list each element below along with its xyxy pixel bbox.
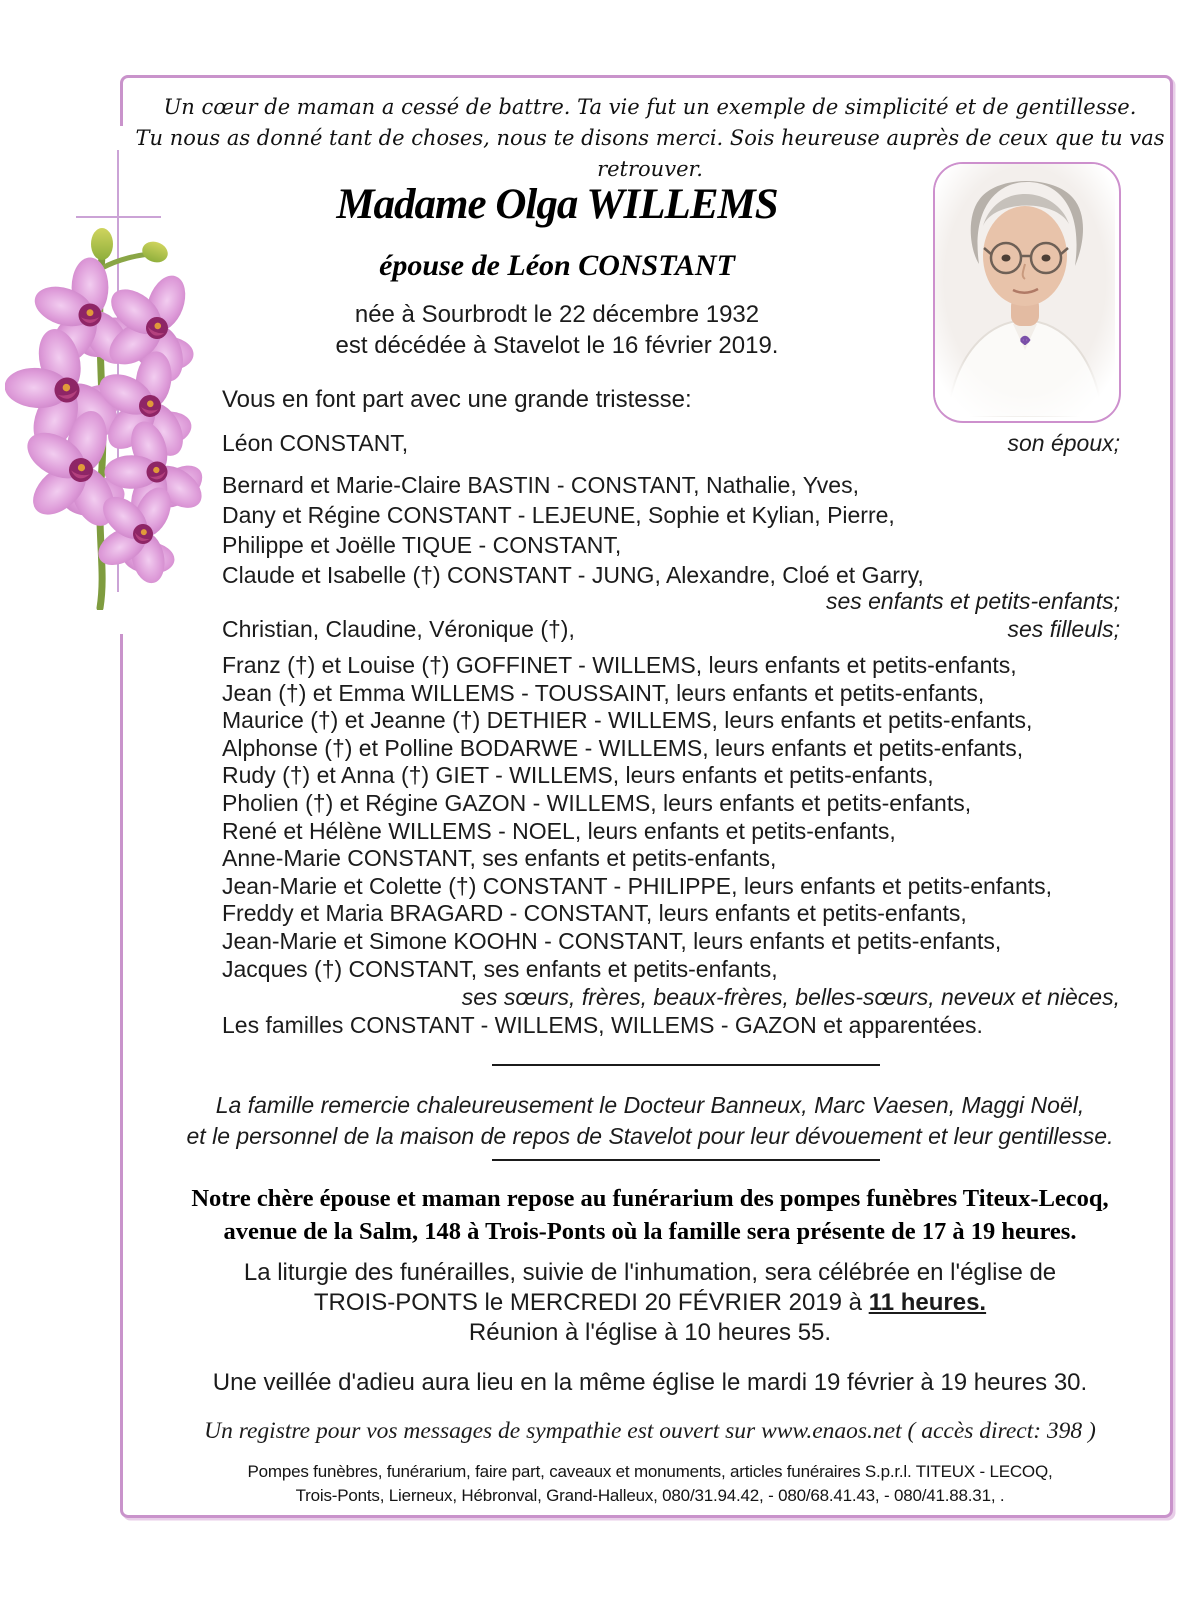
siblings-relation: ses sœurs, frères, beaux-frères, belles-sœurs, neveux et nièces, [461,984,1120,1010]
divider-line [492,1159,880,1161]
list-item: Freddy et Maria BRAGARD - CONSTANT, leurs enfants et petits-enfants, [222,900,967,927]
epigraph-line2: Tu nous as donné tant de choses, nous te disons merci. Sois heureuse auprès de ceux que tu vas retrouver. [135,126,1165,181]
liturgy-time: 11 heures. [868,1289,987,1316]
orchid-flower-image [5,218,207,610]
register-line: Un registre pour vos messages de sympathie est ouvert sur www.enaos.net ( accès direct: 398 ) [204,1418,1096,1444]
liturgy-date: TROIS-PONTS le MERCREDI 20 FÉVRIER 2019 à [313,1289,869,1316]
list-item: René et Hélène WILLEMS - NOEL, leurs enfants et petits-enfants, [222,817,896,844]
children-list [222,470,1120,590]
siblings-list [222,652,1120,983]
list-item: Franz (†) et Louise (†) GOFFINET - WILLEMS, leurs enfants et petits-enfants, [222,652,1017,678]
list-item: Jacques (†) CONSTANT, ses enfants et petits-enfants, [222,955,778,982]
repose-line2: avenue de la Salm, 148 à Trois-Ponts où la famille sera présente de 17 à 19 heures. [223,1218,1077,1245]
thanks-line2: et le personnel de la maison de repos de Stavelot pour leur dévouement et leur gentillesse. [186,1123,1114,1149]
elderly-woman-portrait [935,164,1115,417]
footer-line2: Trois-Ponts, Lierneux, Hébronval, Grand-Halleux, 080/31.94.42, - 080/68.41.43, - 080/41.88.31, . [295,1486,1005,1505]
list-item: Maurice (†) et Jeanne (†) DETHIER - WILLEMS, leurs enfants et petits-enfants, [222,707,1033,734]
list-item: Jean (†) et Emma WILLEMS - TOUSSAINT, leurs enfants et petits-enfants, [222,679,985,706]
list-item: Anne-Marie CONSTANT, ses enfants et petits-enfants, [222,845,777,872]
list-item: Alphonse (†) et Polline BODARWE - WILLEMS, leurs enfants et petits-enfants, [222,734,1024,761]
list-item: Dany et Régine CONSTANT - LEJEUNE, Sophie et Kylian, Pierre, [222,502,895,528]
list-item: Bernard et Marie-Claire BASTIN - CONSTANT, Nathalie, Yves, [222,472,859,498]
list-item: Philippe et Joëlle TIQUE - CONSTANT, [222,532,622,558]
spouse-row [222,430,1120,457]
portrait-photo [933,162,1121,423]
godchildren-relation: ses filleuls; [1007,616,1120,642]
families-line: Les familles CONSTANT - WILLEMS, WILLEMS - GAZON et apparentées. [222,1012,983,1038]
repose-paragraph [170,1182,1130,1248]
meeting-line: Réunion à l'église à 10 heures 55. [468,1319,832,1346]
death-line: est décédée à Stavelot le 16 février 2019. [335,332,779,359]
spouse-relation: son époux; [1007,430,1120,456]
announcement-intro: Vous en font part avec une grande tristesse: [222,386,692,413]
godchildren-names: Christian, Claudine, Véronique (†), [222,616,575,642]
list-item: Jean-Marie et Colette (†) CONSTANT - PHILIPPE, leurs enfants et petits-enfants, [222,872,1053,899]
divider-line [492,1064,880,1066]
footer-line1: Pompes funèbres, funérarium, faire part, caveaux et monuments, articles funéraires S.p.r.l. TITEUX - LECOQ, [247,1462,1053,1481]
list-item: Pholien (†) et Régine GAZON - WILLEMS, leurs enfants et petits-enfants, [222,789,972,816]
liturgy-line1: La liturgie des funérailles, suivie de l'inhumation, sera célébrée en l'église de [243,1259,1057,1286]
liturgy-line2 [170,1288,1130,1318]
spouse-names: Léon CONSTANT, [222,430,409,456]
funeral-home-footer [170,1460,1130,1508]
vigil-line: Une veillée d'adieu aura lieu en la même église le mardi 19 février à 19 heures 30. [212,1369,1088,1396]
list-item: Rudy (†) et Anna (†) GIET - WILLEMS, leurs enfants et petits-enfants, [222,762,934,789]
birth-death-block [222,299,892,361]
epigraph [130,92,1170,185]
repose-line1: Notre chère épouse et maman repose au funérarium des pompes funèbres Titeux-Lecoq, [191,1185,1109,1212]
list-item: Jean-Marie et Simone KOOHN - CONSTANT, leurs enfants et petits-enfants, [222,927,1002,954]
epigraph-line1: Un cœur de maman a cessé de battre. Ta vie fut un exemple de simplicité et de gentillesse. [163,95,1137,119]
liturgy-paragraph [170,1258,1130,1348]
list-item: Claude et Isabelle (†) CONSTANT - JUNG, Alexandre, Cloé et Garry, [222,562,924,588]
godchildren-row [222,616,1120,643]
spouse-subtitle: épouse de Léon CONSTANT [379,249,735,282]
thanks-paragraph [150,1090,1150,1152]
children-relation: ses enfants et petits-enfants; [825,588,1120,614]
deceased-name-title: Madame Olga WILLEMS [336,181,778,228]
thanks-line1: La famille remercie chaleureusement le Docteur Banneux, Marc Vaesen, Maggi Noël, [215,1092,1085,1118]
birth-line: née à Sourbrodt le 22 décembre 1932 [354,301,760,328]
